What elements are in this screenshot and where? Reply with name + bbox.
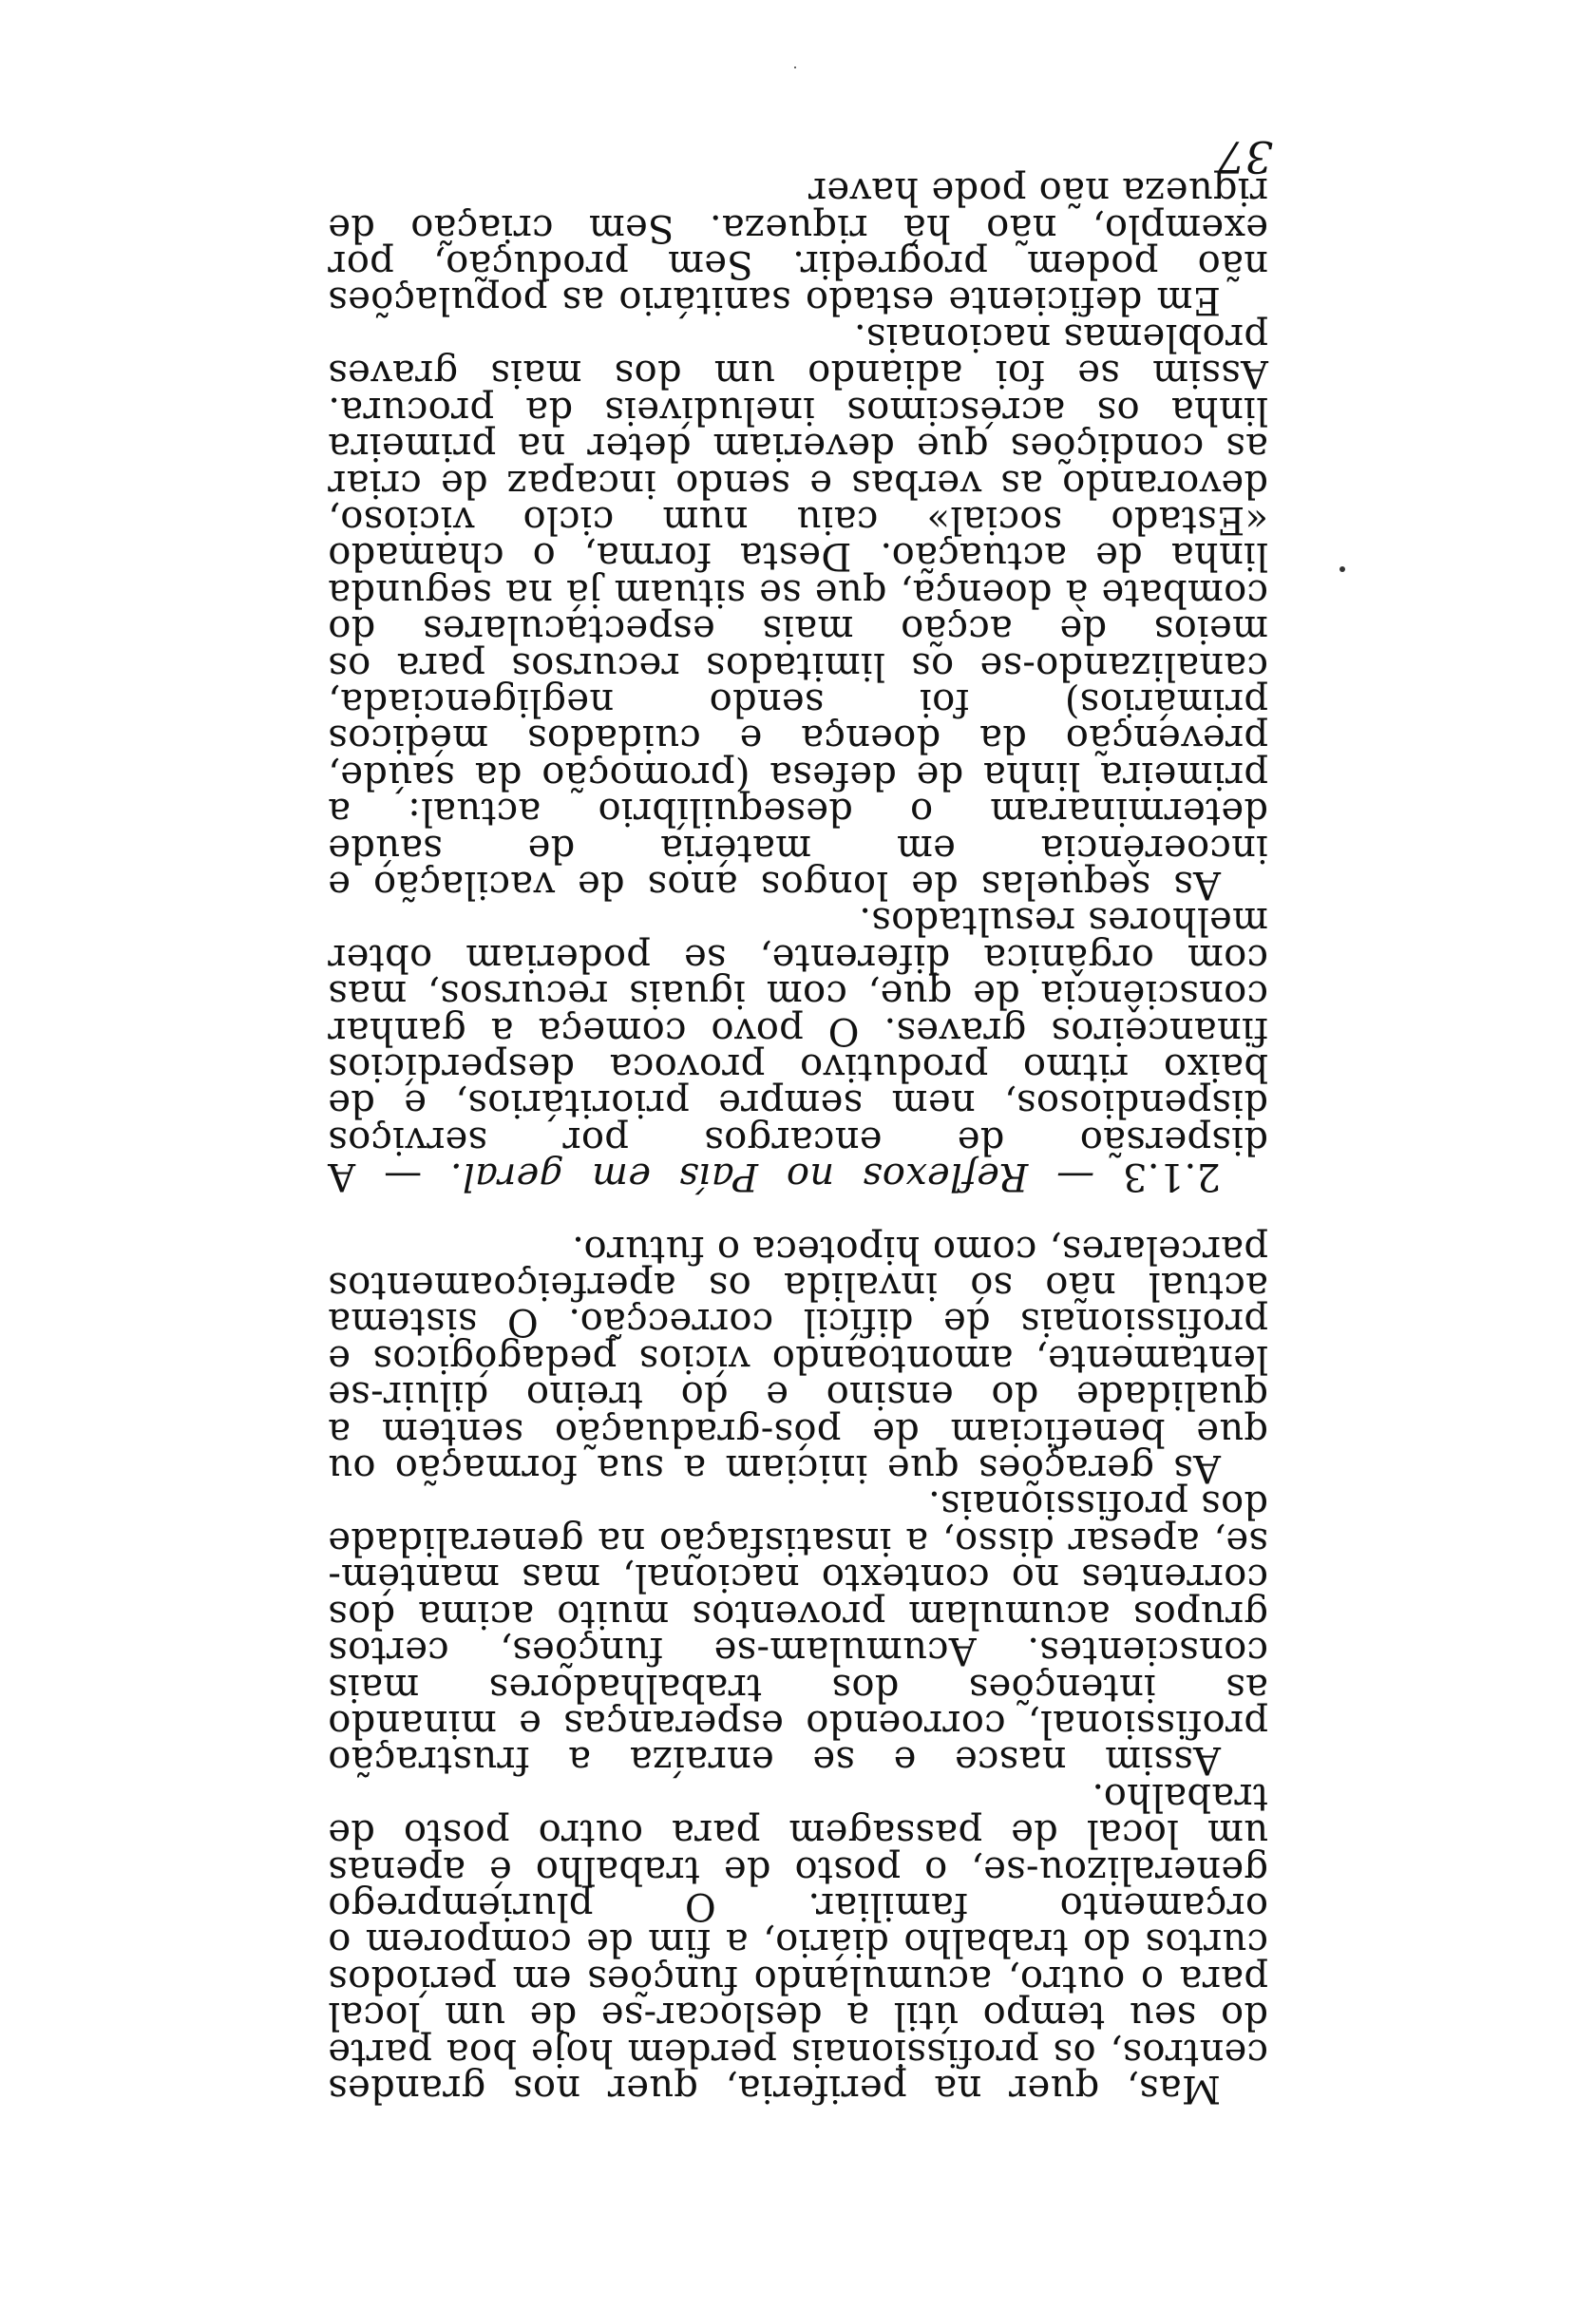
section-number: 2.1.3 bbox=[1122, 1155, 1221, 1199]
paragraph-1: Mas, quer na periferia, quer nos grandes centros, os profissionais perdem hoje boa parte do seu tempo útil a deslocar-se de um local para o outro, acumulando funções em períodos curtos do trabalho diário, a fim de comporem o orçamento familiar. O pluriemprego generalizou-se, o posto de trabalho é apenas um local de passagem para outro posto de trabalho. bbox=[328, 1774, 1268, 2110]
paragraph-3: As gerações que iniciam a sua formação ou que beneficiam de pós-graduação sentem a qualidade do ensino e do treino diluir-se lentamente, amontoando vícios pedagógicos e profissionais de difícil correcção. O sistema actual não só invalida os aperfeiçoamentos parcelares, como hipoteca o futuro. bbox=[328, 1227, 1268, 1491]
section-lead: — A dispersão de encargos por serviços dispendiosos, nem sempre prioritários, e de baixo ritmo produtivo provoca desperdícios financeiros graves. O povo começa a ganhar consciência de que, com iguais recursos, mas com orgânica diferente, se poderiam obter melhores resultados. bbox=[328, 899, 1268, 1199]
paragraph-2: Assim nasce e se enraíza a frustração profissional, corroendo esperanças e minando as intenções dos trabalhadores mais conscientes. Acumulam-se funções, certos grupos acumulam proventos muito acima dos correntes no contexto nacional, mas mantém-se, apesar disso, a insatisfação na generalidade dos profissionais. bbox=[328, 1482, 1268, 1783]
body-text bbox=[328, 169, 1268, 2110]
paragraph-6: Em deficiente estado sanitário as populações não podem progredir. Sem produção, por exemplo, não há riqueza. Sem criação de riqueza não pode haver bbox=[328, 169, 1268, 323]
ink-speck bbox=[1340, 566, 1345, 572]
paragraph-5: As sequelas de longos anos de vacilação e incoerência em matéria de saúde determinaram o desequilíbrio actual: a primeira linha de defesa (promoção da saúde, prevenção da doença e cuidados médicos primários) foi sendo negligenciada, canalizando-se os limitados recursos para os meios de acção mais espectaculares do combate à doença, que se situam já na segunda linha de actuação. Desta forma, o chamado «Estado social» caiu num ciclo vicioso, devorando as verbas e sendo incapaz de criar as condições que deveriam deter na primeira linha os acréscimos ineludíveis da procura. Assim se foi adiando um dos mais graves problemas nacionais. bbox=[328, 315, 1268, 907]
section-title: — Reflexos no País em geral. bbox=[449, 1155, 1095, 1199]
ink-speck bbox=[794, 67, 796, 68]
section-paragraph bbox=[328, 899, 1268, 1199]
page-number: 37 bbox=[1217, 131, 1273, 182]
